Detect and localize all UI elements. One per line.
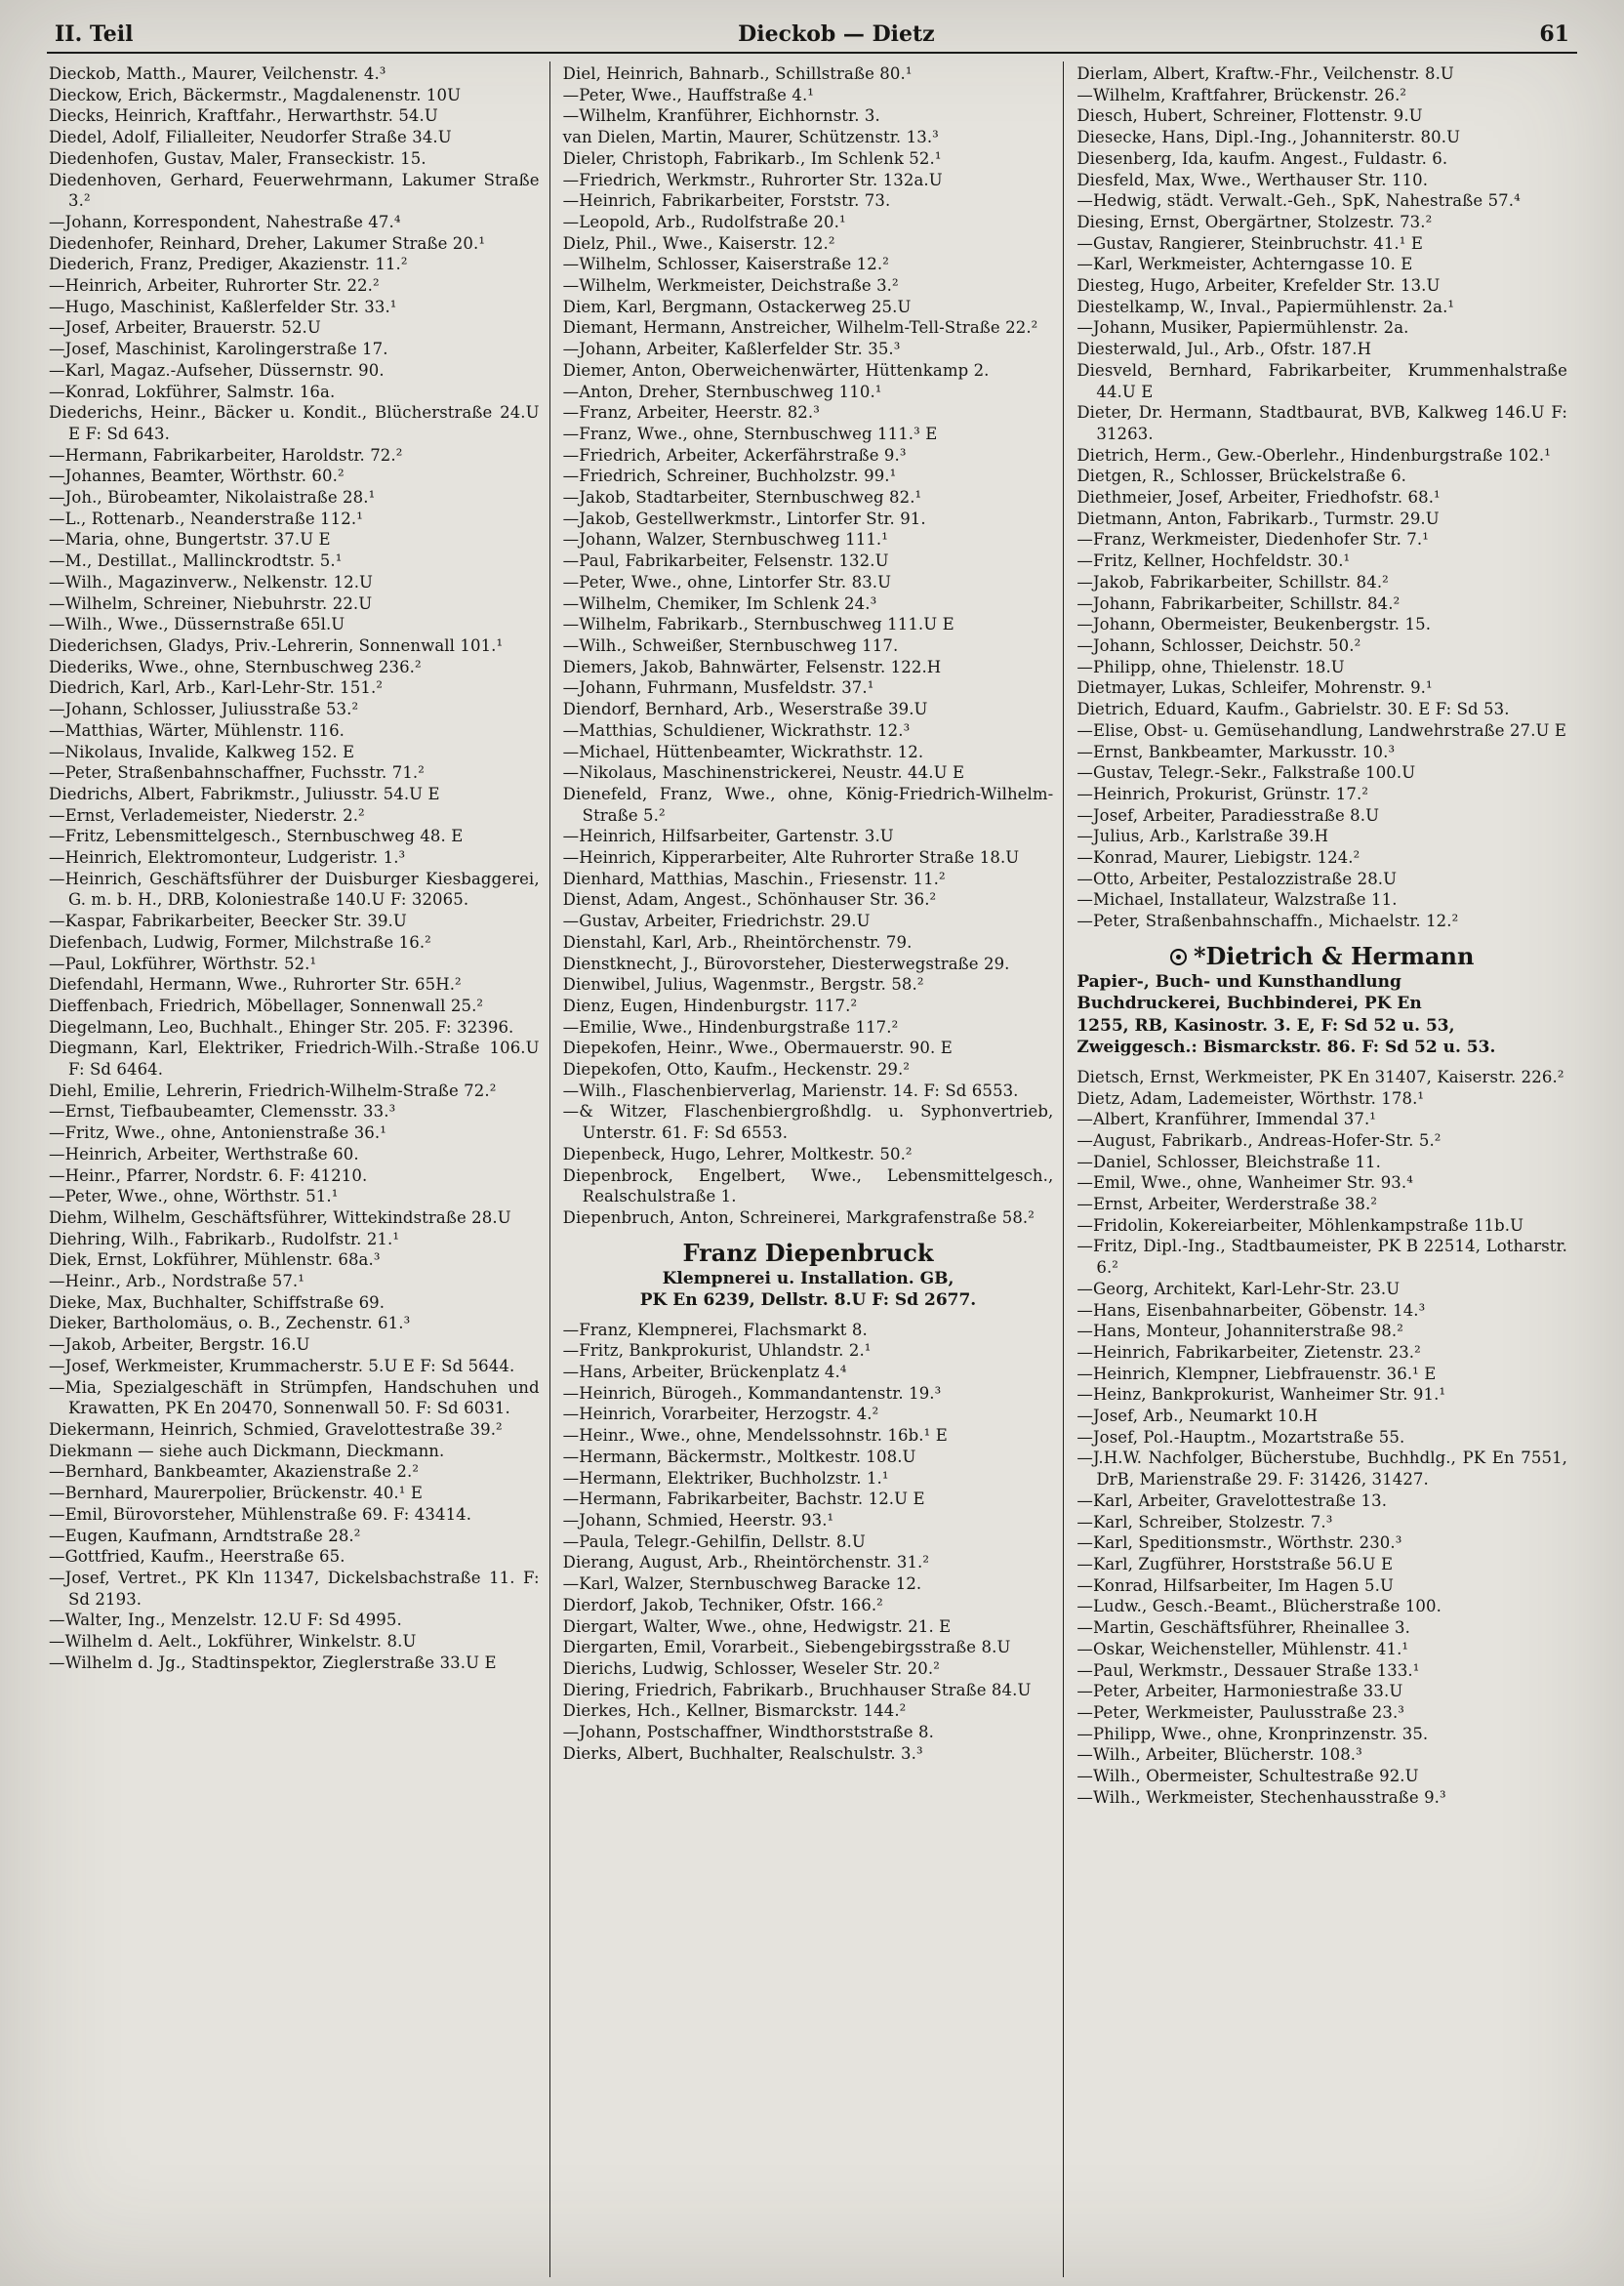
directory-entry: Diestelkamp, W., Inval., Papiermühlenstr. 2a.¹	[1076, 297, 1455, 316]
advertisement-line: Papier-, Buch- und Kunsthandlung	[1076, 971, 1401, 992]
directory-entry: —Johann, Arbeiter, Kaßlerfelder Str. 35.³	[562, 340, 901, 359]
directory-entry: Dietsch, Ernst, Werkmeister, PK En 31407, Kaiserstr. 226.²	[1076, 1067, 1564, 1086]
directory-entry: Diepekofen, Heinr., Wwe., Obermauerstr. 90. E	[562, 1039, 953, 1058]
directory-entry: —Wilh., Magazinverw., Nelkenstr. 12.U	[49, 572, 374, 592]
directory-entry: Dienefeld, Franz, Wwe., ohne, König-Friedrich-Wilhelm-Straße 5.²	[562, 784, 1054, 825]
directory-entry: —Hermann, Bäckermstr., Moltkestr. 108.U	[562, 1447, 916, 1466]
directory-entry: Diesenberg, Ida, kaufm. Angest., Fuldastr. 6.	[1076, 148, 1448, 168]
directory-entry: —Josef, Pol.-Hauptm., Mozartstraße 55.	[1076, 1427, 1405, 1447]
directory-entry: —Konrad, Maurer, Liebigstr. 124.²	[1076, 848, 1360, 868]
directory-entry: —Josef, Arbeiter, Brauerstr. 52.U	[49, 318, 321, 338]
directory-entry: Dierlam, Albert, Kraftw.-Fhr., Veilchenstr. 8.U	[1076, 64, 1454, 83]
directory-entry: Dieffenbach, Friedrich, Möbellager, Sonnenwall 25.²	[49, 996, 484, 1015]
page-number: 61	[1539, 21, 1569, 47]
directory-entry: —Bernhard, Maurerpolier, Brückenstr. 40.¹ E	[49, 1484, 423, 1503]
directory-entry: —Paul, Lokführer, Wörthstr. 52.¹	[49, 954, 317, 973]
directory-entry: —Bernhard, Bankbeamter, Akazienstraße 2.²	[49, 1462, 420, 1482]
directory-entry: Dienz, Eugen, Hindenburgstr. 117.²	[562, 996, 858, 1015]
directory-entry: —Fritz, Lebensmittelgesch., Sternbuschweg 48. E	[49, 827, 464, 846]
directory-entry: —Wilh., Arbeiter, Blücherstr. 108.³	[1076, 1745, 1362, 1765]
directory-entry: —Josef, Arbeiter, Paradiesstraße 8.U	[1076, 805, 1380, 825]
directory-entry: —Jakob, Fabrikarbeiter, Schillstr. 84.²	[1076, 572, 1389, 592]
directory-entry: —Heinrich, Hilfsarbeiter, Gartenstr. 3.U	[562, 827, 894, 846]
directory-entry: Diekmann — siehe auch Dickmann, Dieckmann.	[49, 1441, 445, 1460]
directory-entry: —Heinrich, Prokurist, Grünstr. 17.²	[1076, 784, 1369, 803]
directory-entry: —Heinrich, Arbeiter, Werthstraße 60.	[49, 1144, 359, 1163]
directory-entry: Dienstknecht, J., Bürovorsteher, Diesterwegstraße 29.	[562, 954, 1010, 973]
directory-entry: —Peter, Werkmeister, Paulusstraße 23.³	[1076, 1702, 1405, 1722]
directory-entry: —Fritz, Wwe., ohne, Antonienstraße 36.¹	[49, 1123, 386, 1143]
directory-entry: Diehring, Wilh., Fabrikarb., Rudolfstr. 21.¹	[49, 1229, 400, 1248]
directory-entry: Diesteg, Hugo, Arbeiter, Krefelder Str. 13.U	[1076, 276, 1441, 296]
directory-entry: —Albert, Kranführer, Immendal 37.¹	[1076, 1110, 1377, 1129]
directory-entry: —Josef, Vertret., PK Kln 11347, Dickelsbachstraße 11. F: Sd 2193.	[49, 1568, 540, 1609]
directory-entry: —Karl, Magaz.-Aufseher, Düssernstr. 90.	[49, 360, 385, 380]
directory-entry: —Wilh., Werkmeister, Stechenhausstraße 9.³	[1076, 1787, 1446, 1807]
directory-entry: —Paul, Werkmstr., Dessauer Straße 133.¹	[1076, 1660, 1420, 1680]
directory-entry: —Matthias, Schuldiener, Wickrathstr. 12.³	[562, 720, 911, 740]
directory-entry: Dieker, Bartholomäus, o. B., Zechenstr. 61.³	[49, 1314, 411, 1333]
directory-entry: Dieter, Dr. Hermann, Stadtbaurat, BVB, Kalkweg 146.U F: 31263.	[1076, 403, 1568, 443]
directory-entry: —Hugo, Maschinist, Kaßlerfelder Str. 33.¹	[49, 297, 397, 316]
directory-entry: —Wilhelm, Schlosser, Kaiserstraße 12.²	[562, 255, 889, 274]
directory-entry: —Heinz, Bankprokurist, Wanheimer Str. 91.¹	[1076, 1385, 1446, 1405]
directory-entry: —L., Rottenarb., Neanderstraße 112.¹	[49, 509, 363, 528]
directory-entry: Diefenbach, Ludwig, Former, Milchstraße 16.²	[49, 932, 431, 952]
columns-container	[0, 61, 1624, 2277]
directory-entry: —Josef, Arb., Neumarkt 10.H	[1076, 1407, 1319, 1426]
directory-entry: —Johann, Musiker, Papiermühlenstr. 2a.	[1076, 318, 1409, 338]
directory-entry: —Jakob, Gestellwerkmstr., Lintorfer Str. 91.	[562, 509, 926, 528]
page-header	[0, 0, 1624, 49]
directory-entry: —August, Fabrikarb., Andreas-Hofer-Str. 5.²	[1076, 1130, 1441, 1150]
directory-entry: —Johann, Schlosser, Deichstr. 50.²	[1076, 635, 1361, 655]
directory-entry: Diegelmann, Leo, Buchhalt., Ehinger Str. 205. F: 32396.	[49, 1017, 514, 1037]
directory-entry: —Ernst, Tiefbaubeamter, Clemensstr. 33.³	[49, 1102, 396, 1122]
directory-entry: Diepenbruch, Anton, Schreinerei, Markgrafenstraße 58.²	[562, 1207, 1035, 1227]
directory-entry: —Wilh., Flaschenbierverlag, Marienstr. 14. F: Sd 6553.	[562, 1081, 1019, 1100]
directory-entry: —Heinrich, Bürogeh., Kommandantenstr. 19.³	[562, 1383, 942, 1403]
directory-entry: Diemant, Hermann, Anstreicher, Wilhelm-Tell-Straße 22.²	[562, 318, 1038, 338]
directory-entry: Diedel, Adolf, Filialleiter, Neudorfer Straße 34.U	[49, 128, 452, 147]
directory-entry: Diepenbeck, Hugo, Lehrer, Moltkestr. 50.²	[562, 1144, 913, 1163]
directory-entry: Diedenhofen, Gustav, Maler, Franseckistr. 15.	[49, 148, 426, 168]
directory-entry: —Johann, Obermeister, Beukenbergstr. 15.	[1076, 615, 1432, 634]
directory-entry: Diehl, Emilie, Lehrerin, Friedrich-Wilhelm-Straße 72.²	[49, 1081, 497, 1100]
directory-entry: —Hans, Monteur, Johanniterstraße 98.²	[1076, 1322, 1403, 1341]
directory-entry: Diesfeld, Max, Wwe., Werthauser Str. 110.	[1076, 170, 1429, 189]
directory-entry: —Peter, Straßenbahnschaffn., Michaelstr. 12.²	[1076, 912, 1459, 931]
directory-entry: Diekermann, Heinrich, Schmied, Gravelottestraße 39.²	[49, 1420, 503, 1439]
directory-entry: Diesch, Hubert, Schreiner, Flottenstr. 9.U	[1076, 106, 1423, 126]
directory-entry: —Peter, Straßenbahnschaffner, Fuchsstr. 71.²	[49, 763, 425, 783]
directory-entry: —Konrad, Hilfsarbeiter, Im Hagen 5.U	[1076, 1575, 1394, 1595]
directory-entry: Diesecke, Hans, Dipl.-Ing., Johanniterstr. 80.U	[1076, 128, 1461, 147]
directory-entry: —Gustav, Telegr.-Sekr., Falkstraße 100.U	[1076, 763, 1416, 783]
directory-entry: —Karl, Walzer, Sternbuschweg Baracke 12.	[562, 1574, 922, 1594]
directory-entry: Dierkes, Hch., Kellner, Bismarckstr. 144.²	[562, 1701, 907, 1721]
directory-entry: Diem, Karl, Bergmann, Ostackerweg 25.U	[562, 297, 912, 316]
directory-entry: Dielz, Phil., Wwe., Kaiserstr. 12.²	[562, 233, 835, 253]
directory-entry: —Ernst, Arbeiter, Werderstraße 38.²	[1076, 1195, 1378, 1214]
directory-entry: —Wilh., Wwe., Düssernstraße 65l.U	[49, 615, 345, 634]
directory-entry: —Leopold, Arb., Rudolfstraße 20.¹	[562, 212, 846, 231]
directory-entry: —Heinrich, Klempner, Liebfrauenstr. 36.¹ E	[1076, 1364, 1437, 1383]
directory-entry: Diergart, Walter, Wwe., ohne, Hedwigstr. 21. E	[562, 1616, 952, 1636]
directory-entry: —Johannes, Beamter, Wörthstr. 60.²	[49, 467, 345, 486]
directory-entry: —Hedwig, städt. Verwalt.-Geh., SpK, Nahestraße 57.⁴	[1076, 191, 1521, 211]
directory-entry: Diesveld, Bernhard, Fabrikarbeiter, Krummenhalstraße 44.U E	[1076, 360, 1568, 401]
directory-entry: —Peter, Arbeiter, Harmoniestraße 33.U	[1076, 1682, 1403, 1701]
directory-entry: —Gustav, Arbeiter, Friedrichstr. 29.U	[562, 912, 871, 931]
directory-entry: —Heinr., Arb., Nordstraße 57.¹	[49, 1272, 304, 1291]
directory-entry: Dieke, Max, Buchhalter, Schiffstraße 69.	[49, 1292, 386, 1312]
directory-entry: Diedenhoven, Gerhard, Feuerwehrmann, Lakumer Straße 3.²	[49, 170, 540, 211]
directory-entry: —Johann, Schmied, Heerstr. 93.¹	[562, 1511, 834, 1530]
directory-entry: —Jakob, Arbeiter, Bergstr. 16.U	[49, 1335, 310, 1355]
directory-entry: —J.H.W. Nachfolger, Bücherstube, Buchhdlg., PK En 7551, DrB, Marienstraße 29. F: 31426, 31427.	[1076, 1449, 1568, 1490]
directory-entry: —Wilhelm, Fabrikarb., Sternbuschweg 111.U E	[562, 615, 954, 634]
directory-entry: —Walter, Ing., Menzelstr. 12.U F: Sd 4995.	[49, 1611, 402, 1630]
directory-entry: —Heinrich, Vorarbeiter, Herzogstr. 4.²	[562, 1405, 879, 1424]
directory-entry: —Emilie, Wwe., Hindenburgstraße 117.²	[562, 1017, 899, 1037]
directory-entry: —Ernst, Verlademeister, Niederstr. 2.²	[49, 805, 365, 825]
directory-entry: —Julius, Arb., Karlstraße 39.H	[1076, 827, 1329, 846]
directory-entry: Diederichsen, Gladys, Priv.-Lehrerin, Sonnenwall 101.¹	[49, 635, 504, 655]
directory-entry: —Georg, Architekt, Karl-Lehr-Str. 23.U	[1076, 1279, 1401, 1298]
directory-entry: —Johann, Fabrikarbeiter, Schillstr. 84.²	[1076, 593, 1401, 613]
directory-entry: —Maria, ohne, Bungertstr. 37.U E	[49, 530, 331, 550]
directory-entry: Diefendahl, Hermann, Wwe., Ruhrorter Str. 65H.²	[49, 975, 462, 995]
directory-entry: —Hermann, Fabrikarbeiter, Bachstr. 12.U E	[562, 1490, 925, 1509]
directory-entry: —Emil, Bürovorsteher, Mühlenstraße 69. F: 43414.	[49, 1504, 472, 1524]
directory-entry: —Heinrich, Geschäftsführer der Duisburger Kiesbaggerei, G. m. b. H., DRB, Koloniestraße 140.U F: 32065.	[49, 869, 540, 910]
directory-entry: —Josef, Maschinist, Karolingerstraße 17.	[49, 340, 388, 359]
directory-entry: —Friedrich, Werkmstr., Ruhrorter Str. 132a.U	[562, 170, 943, 189]
directory-entry: Dietmayer, Lukas, Schleifer, Mohrenstr. 9.¹	[1076, 678, 1433, 698]
directory-entry: —Franz, Klempnerei, Flachsmarkt 8.	[562, 1320, 868, 1339]
directory-entry: Diering, Friedrich, Fabrikarb., Bruchhauser Straße 84.U	[562, 1680, 1032, 1699]
directory-entry: —Philipp, ohne, Thielenstr. 18.U	[1076, 657, 1345, 676]
directory-entry: —Jakob, Stadtarbeiter, Sternbuschweg 82.¹	[562, 488, 922, 508]
directory-entry: —Friedrich, Arbeiter, Ackerfährstraße 9.³	[562, 445, 907, 465]
directory-entry: —Wilh., Schweißer, Sternbuschweg 117.	[562, 635, 899, 655]
directory-entry: —Wilh., Obermeister, Schultestraße 92.U	[1076, 1767, 1419, 1786]
directory-entry: —Karl, Speditionsmstr., Wörthstr. 230.³	[1076, 1533, 1402, 1553]
directory-entry: —Heinrich, Arbeiter, Ruhrorter Str. 22.²	[49, 276, 380, 296]
directory-entry: Diergarten, Emil, Vorarbeit., Siebengebirgsstraße 8.U	[562, 1638, 1011, 1657]
directory-entry: —Peter, Wwe., Hauffstraße 4.¹	[562, 85, 815, 104]
directory-entry: Dierdorf, Jakob, Techniker, Ofstr. 166.²	[562, 1595, 883, 1614]
directory-entry: —Anton, Dreher, Sternbuschweg 110.¹	[562, 382, 882, 401]
directory-entry: Diegmann, Karl, Elektriker, Friedrich-Wilh.-Straße 106.U F: Sd 6464.	[49, 1039, 540, 1080]
directory-entry: Diemer, Anton, Oberweichenwärter, Hüttenkamp 2.	[562, 360, 990, 380]
directory-entry: —Karl, Zugführer, Horststraße 56.U E	[1076, 1555, 1394, 1573]
directory-entry: Dieckow, Erich, Bäckermstr., Magdalenenstr. 10U	[49, 85, 462, 104]
directory-entry: Dietmann, Anton, Fabrikarb., Turmstr. 29.U	[1076, 509, 1440, 528]
directory-entry: Diesterwald, Jul., Arb., Ofstr. 187.H	[1076, 340, 1372, 359]
directory-entry: —& Witzer, Flaschenbiergroßhdlg. u. Syphonvertrieb, Unterstr. 61. F: Sd 6553.	[562, 1102, 1054, 1143]
directory-entry: Dietz, Adam, Lademeister, Wörthstr. 178.¹	[1076, 1088, 1425, 1108]
directory-entry: —Heinrich, Elektromonteur, Ludgeristr. 1.³	[49, 848, 406, 868]
directory-entry: —Hans, Eisenbahnarbeiter, Göbenstr. 14.³	[1076, 1300, 1426, 1320]
directory-entry: —Peter, Wwe., ohne, Wörthstr. 51.¹	[49, 1187, 339, 1206]
advertisement-line: Zweiggesch.: Bismarckstr. 86. F: Sd 52 u. 53.	[1076, 1038, 1496, 1058]
directory-entry: Diepenbrock, Engelbert, Wwe., Lebensmittelgesch., Realschulstraße 1.	[562, 1165, 1054, 1206]
column	[1063, 61, 1577, 2277]
directory-entry: Diederiks, Wwe., ohne, Sternbuschweg 236.²	[49, 657, 422, 676]
page-range: Dieckob — Dietz	[738, 21, 935, 47]
publisher-logo-icon	[1170, 949, 1187, 965]
directory-entry: —Martin, Geschäftsführer, Rheinallee 3.	[1076, 1618, 1410, 1638]
directory-entry: —Joh., Bürobeamter, Nikolaistraße 28.¹	[49, 488, 376, 508]
directory-entry: Dietgen, R., Schlosser, Brückelstraße 6.	[1076, 467, 1407, 486]
directory-entry: Diek, Ernst, Lokführer, Mühlenstr. 68a.³	[49, 1250, 381, 1270]
directory-entry: Dieler, Christoph, Fabrikarb., Im Schlenk 52.¹	[562, 148, 942, 168]
directory-entry: —Hermann, Fabrikarbeiter, Haroldstr. 72.²	[49, 445, 403, 465]
directory-entry: —Mia, Spezialgeschäft in Strümpfen, Handschuhen und Krawatten, PK En 20470, Sonnenwall 50. F: Sd 6031.	[49, 1377, 540, 1418]
directory-entry: —Matthias, Wärter, Mühlenstr. 116.	[49, 720, 345, 740]
directory-entry: —Karl, Schreiber, Stolzestr. 7.³	[1076, 1512, 1333, 1531]
directory-entry: —Peter, Wwe., ohne, Lintorfer Str. 83.U	[562, 572, 892, 592]
directory-entry: —M., Destillat., Mallinckrodtstr. 5.¹	[49, 551, 343, 571]
directory-entry: —Elise, Obst- u. Gemüsehandlung, Landwehrstraße 27.U E	[1076, 720, 1567, 740]
directory-entry: —Paul, Fabrikarbeiter, Felsenstr. 132.U	[562, 551, 889, 571]
directory-entry: —Fritz, Bankprokurist, Uhlandstr. 2.¹	[562, 1341, 872, 1361]
directory-entry: Dietrich, Eduard, Kaufm., Gabrielstr. 30. E F: Sd 53.	[1076, 700, 1510, 719]
directory-entry: Diederichs, Heinr., Bäcker u. Kondit., Blücherstraße 24.U E F: Sd 643.	[49, 403, 540, 443]
directory-entry: —Wilhelm, Kraftfahrer, Brückenstr. 26.²	[1076, 85, 1407, 104]
directory-entry: —Johann, Korrespondent, Nahestraße 47.⁴	[49, 212, 401, 231]
directory-entry: —Wilhelm, Schreiner, Niebuhrstr. 22.U	[49, 593, 373, 613]
directory-entry: Dienstahl, Karl, Arb., Rheintörchenstr. 79.	[562, 932, 913, 952]
directory-entry: Dierichs, Ludwig, Schlosser, Weseler Str. 20.²	[562, 1658, 940, 1678]
directory-entry: Diehm, Wilhelm, Geschäftsführer, Wittekindstraße 28.U	[49, 1207, 511, 1227]
directory-entry: —Kaspar, Fabrikarbeiter, Beecker Str. 39.U	[49, 912, 407, 931]
directory-entry: —Fridolin, Kokereiarbeiter, Möhlenkampstraße 11b.U	[1076, 1215, 1524, 1235]
directory-entry: —Franz, Arbeiter, Heerstr. 82.³	[562, 403, 820, 423]
advertisement-line: PK En 6239, Dellstr. 8.U F: Sd 2677.	[639, 1290, 977, 1311]
directory-entry: —Friedrich, Schreiner, Buchholzstr. 99.¹	[562, 467, 897, 486]
section-label: II. Teil	[55, 21, 134, 47]
directory-entry: —Gottfried, Kaufm., Heerstraße 65.	[49, 1547, 345, 1567]
directory-entry: —Wilhelm, Werkmeister, Deichstraße 3.²	[562, 276, 899, 296]
header-rule	[47, 52, 1577, 54]
directory-entry: —Wilhelm d. Jg., Stadtinspektor, Zieglerstraße 33.U E	[49, 1653, 497, 1672]
directory-entry: —Fritz, Kellner, Hochfeldstr. 30.¹	[1076, 551, 1351, 571]
directory-entry: —Michael, Installateur, Walzstraße 11.	[1076, 890, 1398, 910]
column	[549, 61, 1064, 2277]
directory-entry: —Heinr., Wwe., ohne, Mendelssohnstr. 16b.¹ E	[562, 1426, 948, 1446]
directory-entry: —Karl, Werkmeister, Achterngasse 10. E	[1076, 255, 1413, 274]
directory-entry: van Dielen, Martin, Maurer, Schützenstr. 13.³	[562, 128, 939, 147]
directory-entry: —Gustav, Rangierer, Steinbruchstr. 41.¹ E	[1076, 233, 1423, 253]
directory-entry: Diethmeier, Josef, Arbeiter, Friedhofstr. 68.¹	[1076, 488, 1441, 508]
directory-entry: Diedrich, Karl, Arb., Karl-Lehr-Str. 151.²	[49, 678, 384, 698]
directory-entry: —Johann, Fuhrmann, Musfeldstr. 37.¹	[562, 678, 874, 698]
directory-entry: Dienhard, Matthias, Maschin., Friesenstr. 11.²	[562, 869, 946, 888]
directory-entry: —Daniel, Schlosser, Bleichstraße 11.	[1076, 1152, 1381, 1171]
directory-entry: —Johann, Postschaffner, Windthorststraße 8.	[562, 1723, 934, 1742]
directory-entry: —Konrad, Lokführer, Salmstr. 16a.	[49, 382, 336, 401]
directory-entry: —Fritz, Dipl.-Ing., Stadtbaumeister, PK B 22514, Lotharstr. 6.²	[1076, 1237, 1568, 1278]
directory-entry: —Emil, Wwe., ohne, Wanheimer Str. 93.⁴	[1076, 1173, 1413, 1193]
directory-entry: Dienwibel, Julius, Wagenmstr., Bergstr. 58.²	[562, 975, 924, 995]
directory-entry: —Heinrich, Fabrikarbeiter, Zietenstr. 23.²	[1076, 1342, 1421, 1362]
directory-entry: Dierang, August, Arb., Rheintörchenstr. 31.²	[562, 1553, 930, 1572]
advertisement-title: *Dietrich & Hermann	[1076, 942, 1567, 971]
directory-entry: —Otto, Arbeiter, Pestalozzistraße 28.U	[1076, 869, 1398, 888]
directory-entry: —Nikolaus, Invalide, Kalkweg 152. E	[49, 742, 355, 761]
directory-entry: —Michael, Hüttenbeamter, Wickrathstr. 12.	[562, 742, 924, 761]
directory-entry: —Nikolaus, Maschinenstrickerei, Neustr. 44.U E	[562, 763, 965, 783]
directory-entry: —Ernst, Bankbeamter, Markusstr. 10.³	[1076, 742, 1396, 761]
directory-entry: —Hans, Arbeiter, Brückenplatz 4.⁴	[562, 1363, 847, 1382]
directory-entry: —Heinr., Pfarrer, Nordstr. 6. F: 41210.	[49, 1165, 368, 1185]
advertisement-line: Klempnerei u. Installation. GB,	[662, 1268, 954, 1288]
directory-entry: —Franz, Werkmeister, Diedenhofer Str. 7.¹	[1076, 530, 1429, 550]
directory-entry: Dietrich, Herm., Gew.-Oberlehr., Hindenburgstraße 102.¹	[1076, 445, 1551, 465]
column	[47, 61, 549, 2277]
directory-entry: Diedenhofer, Reinhard, Dreher, Lakumer Straße 20.¹	[49, 233, 486, 253]
directory-entry: —Ludw., Gesch.-Beamt., Blücherstraße 100.	[1076, 1597, 1441, 1616]
directory-entry: —Karl, Arbeiter, Gravelottestraße 13.	[1076, 1490, 1388, 1510]
directory-entry: Diemers, Jakob, Bahnwärter, Felsenstr. 122.H	[562, 657, 942, 676]
directory-entry: —Josef, Werkmeister, Krummacherstr. 5.U E F: Sd 5644.	[49, 1356, 515, 1375]
directory-entry: Dieckob, Matth., Maurer, Veilchenstr. 4.³	[49, 64, 386, 83]
directory-entry: —Wilhelm, Kranführer, Eichhornstr. 3.	[562, 106, 880, 126]
advertisement-title: Franz Diepenbruck	[682, 1238, 934, 1267]
directory-entry: —Heinrich, Fabrikarbeiter, Forststr. 73.	[562, 191, 891, 211]
directory-entry: Diederich, Franz, Prediger, Akazienstr. 11.²	[49, 255, 408, 274]
directory-entry: —Wilhelm, Chemiker, Im Schlenk 24.³	[562, 593, 877, 613]
advertisement-line: Buchdruckerei, Buchbinderei, PK En	[1076, 994, 1422, 1014]
directory-entry: —Oskar, Weichensteller, Mühlenstr. 41.¹	[1076, 1639, 1409, 1658]
directory-entry: Diecks, Heinrich, Kraftfahr., Herwarthstr. 54.U	[49, 106, 438, 126]
directory-entry: Diepekofen, Otto, Kaufm., Heckenstr. 29.²	[562, 1060, 911, 1080]
directory-entry: Diel, Heinrich, Bahnarb., Schillstraße 80.¹	[562, 64, 913, 83]
directory-entry: —Johann, Walzer, Sternbuschweg 111.¹	[562, 530, 888, 550]
directory-entry: —Johann, Schlosser, Juliusstraße 53.²	[49, 700, 359, 719]
directory-entry: —Philipp, Wwe., ohne, Kronprinzenstr. 35.	[1076, 1724, 1429, 1743]
advertisement-block	[563, 1239, 1054, 1312]
directory-entry: Diesing, Ernst, Obergärtner, Stolzestr. 73.²	[1076, 212, 1433, 231]
directory-entry: Dierks, Albert, Buchhalter, Realschulstr. 3.³	[562, 1743, 923, 1763]
directory-entry: —Paula, Telegr.-Gehilfin, Dellstr. 8.U	[562, 1531, 866, 1551]
directory-entry: —Hermann, Elektriker, Buchholzstr. 1.¹	[562, 1468, 889, 1488]
directory-entry: Diendorf, Bernhard, Arb., Weserstraße 39.U	[562, 700, 928, 719]
directory-entry: —Heinrich, Kipperarbeiter, Alte Ruhrorter Straße 18.U	[562, 848, 1020, 868]
directory-entry: —Wilhelm d. Aelt., Lokführer, Winkelstr. 8.U	[49, 1632, 417, 1652]
directory-entry: Diedrichs, Albert, Fabrikmstr., Juliusstr. 54.U E	[49, 784, 440, 803]
advertisement-block	[1076, 942, 1567, 1059]
directory-entry: —Franz, Wwe., ohne, Sternbuschweg 111.³ E	[562, 424, 938, 443]
directory-entry: Dienst, Adam, Angest., Schönhauser Str. 36.²	[562, 890, 937, 910]
directory-entry: —Eugen, Kaufmann, Arndtstraße 28.²	[49, 1526, 361, 1545]
advertisement-line: 1255, RB, Kasinostr. 3. E, F: Sd 52 u. 53,	[1076, 1015, 1455, 1036]
